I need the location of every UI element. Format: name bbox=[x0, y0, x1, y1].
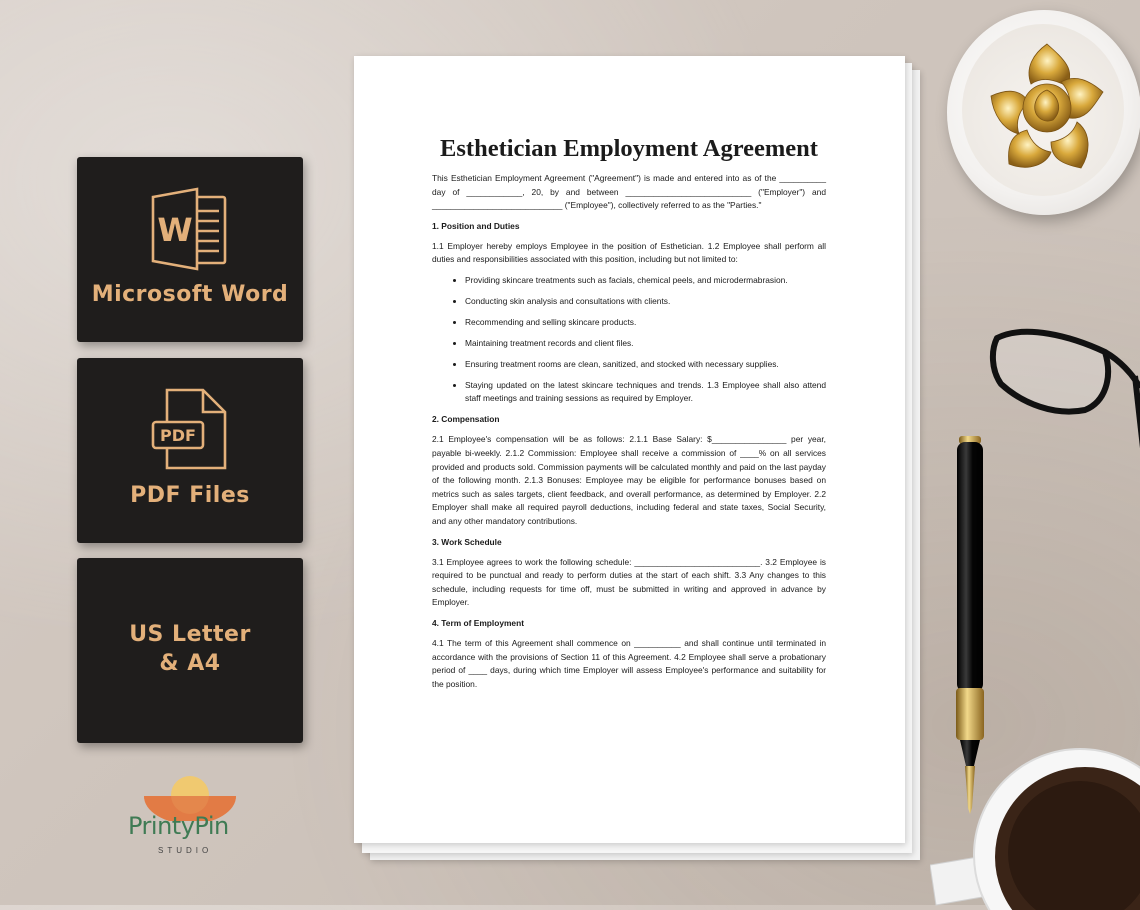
svg-text:W: W bbox=[157, 211, 193, 249]
pdf-icon-text: PDF bbox=[160, 426, 196, 445]
list-item: • Maintaining treatment records and client files. bbox=[465, 337, 826, 351]
section-paragraph: 2.1 Employee's compensation will be as follows: 2.1.1 Base Salary: $________________ per year, payable bi-weekly. 2.1.2 Commission: Employee shall receive a commission of ____% on all services provided and products sold. Commission payments will be calculated monthly and paid on the last payday of the following month. 2.1.3 Bonuses: Employee may be eligible for performance bonuses based on metrics such as sales targets, client feedback, and overall performance, as determined by Employer. 2.2 Employer shall make all required payroll deductions, including federal and state taxes, Social Security, and any other mandatory contributions. bbox=[432, 434, 826, 527]
badge-label: PDF Files bbox=[130, 483, 250, 508]
logo-wordmark: PrintyPin bbox=[128, 812, 229, 840]
badge-label-line2: & A4 bbox=[159, 651, 221, 676]
document-page bbox=[354, 56, 905, 843]
list-item: • Providing skincare treatments such as facials, chemical peels, and microdermabrasion. bbox=[465, 274, 826, 288]
section-heading: 4. Term of Employment bbox=[432, 618, 524, 628]
section-paragraph: 3.1 Employee agrees to work the following schedule: ___________________________. 3.2 Employee is required to be punctual and ready to perform duties at the start of each shift. 3.3 Any changes to this schedule, including requests for time off, must be submitted in writing and approved in advance by Employer. bbox=[432, 556, 826, 608]
list-item: • Staying updated on the latest skincare techniques and trends. 1.3 Employee shall also attend staff meetings and training sessions as required by Employer. bbox=[465, 379, 826, 406]
section-paragraph: 1.1 Employer hereby employs Employee in the position of Esthetician. 1.2 Employee shall perform all duties and responsibilities associated with this position, including but not limited to: bbox=[432, 240, 826, 265]
coffee-cup-icon bbox=[930, 745, 1140, 910]
brand-logo bbox=[128, 776, 253, 861]
section-heading: 1. Position and Duties bbox=[432, 220, 520, 231]
document-body bbox=[432, 136, 826, 698]
badge-microsoft-word bbox=[77, 157, 303, 342]
badge-label bbox=[77, 620, 303, 678]
list-item: • Recommending and selling skincare products. bbox=[465, 316, 826, 330]
document-title: Esthetician Employment Agreement bbox=[440, 135, 818, 162]
badge-label: Microsoft Word bbox=[91, 282, 289, 307]
intro-paragraph: This Esthetician Employment Agreement ("Agreement") is made and entered into as of the __________ day of ____________, 20, by and between ___________________________ ("Employer") and ____________________________ ("Employee"), collectively referred to as the "Parties." bbox=[432, 173, 826, 211]
badge-label-line1: US Letter bbox=[129, 622, 251, 647]
gold-flower-icon bbox=[985, 40, 1110, 180]
section-paragraph: 4.1 The term of this Agreement shall commence on __________ and shall continue until terminated in accordance with the provisions of Section 11 of this Agreement. 4.2 Employee shall serve a probationary period of ____ days, during which time Employer will assess Employee's performance and suitability for the position. bbox=[432, 638, 826, 689]
word-doc-icon bbox=[149, 187, 231, 271]
logo-subtitle: STUDIO bbox=[158, 846, 213, 855]
list-item: • Conducting skin analysis and consultations with clients. bbox=[465, 295, 826, 309]
eyeglasses-icon bbox=[985, 318, 1140, 458]
duties-list bbox=[432, 274, 826, 406]
pdf-file-icon bbox=[151, 388, 229, 472]
badge-paper-size bbox=[77, 558, 303, 743]
badge-pdf-files bbox=[77, 358, 303, 543]
section-heading: 3. Work Schedule bbox=[432, 536, 502, 547]
list-item: • Ensuring treatment rooms are clean, sanitized, and stocked with necessary supplies. bbox=[465, 358, 826, 372]
section-heading: 2. Compensation bbox=[432, 414, 500, 425]
